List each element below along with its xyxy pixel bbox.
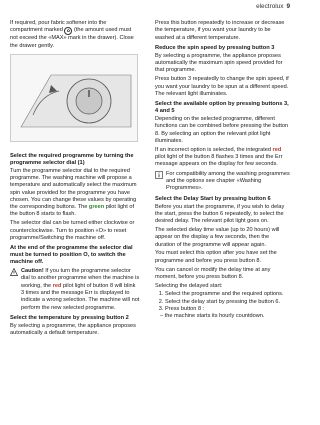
temperature-paragraph: By selecting a programme, the appliance proposes automatically a default temperature. <box>10 322 136 337</box>
info-note-text: For compatibility among the washing programmes and the options see chapter «Washing Programmes». <box>166 170 290 192</box>
page-header <box>256 3 290 10</box>
options-paragraph-2: If an incorrect option is selected, the integrated red pilot light of the button 8 flashes 3 times and the Err message appears on the display for few seconds. <box>155 146 283 168</box>
heading-select-programme: Select the required programme by turning the programme selector dial (1) <box>10 152 134 166</box>
delay-paragraph-4: You can cancel or modify the delay time at any moment, before you press button 8. <box>155 266 271 280</box>
heading-end-of-programme: At the end of the programme the selector dial must be turned to position O, to switch the machine off. <box>10 245 133 266</box>
caution-text: Caution! If you turn the programme selector dial to another programme when the machine is working, the red pilot light of button 8 will blink 3 times and the message Err is displayed to indicate a wrong selection. The machine will not perform the new selected programme. <box>21 268 140 311</box>
heading-options: Select the available option by pressing buttons 3, 4 and 5 <box>155 101 289 115</box>
programme-dial-illustration <box>10 54 138 142</box>
options-paragraph-1: Depending on the selected programme, different functions can be combined before pressing the button 8. By selecting an option the relevant pilot light illuminates. <box>155 116 289 145</box>
delay-paragraph-2: The selected delay time value (up to 20 hours) will appear on the display a few seconds, then the duration of the programme will appear again. <box>155 227 280 248</box>
programme-paragraph: Turn the programme selector dial to the required programme. The washing machine will propose a temperature and automatically select the maximum spin value provided for the programme you have chosen. You can change these values by operating the corresponding buttons. The green pilot light of the button 8 starts to flash. <box>10 167 137 218</box>
selector-dial-paragraph: The selector dial can be turned either clockwise or counterclockwise. Turn to position «O» to reset programme/Switching the machine off. <box>10 220 135 241</box>
brand-name: electrolux <box>256 3 284 10</box>
delay-paragraph-1: Before you start the programme, if you wish to delay the start, press the button 6 repeatedly, to select the desired delay. The relevant pilot light goes on. <box>155 203 285 225</box>
spin-paragraph-1: By selecting a programme, the appliance proposes automatically the maximum spin speed provided for that programme. <box>155 52 283 74</box>
heading-temperature: Select the temperature by pressing button 2 <box>10 314 129 321</box>
warning-icon <box>10 268 18 276</box>
delay-steps-list <box>155 291 290 313</box>
list-item: 3. Press button 8 : <box>165 306 290 313</box>
temperature-continued: Press this button repeatedly to increase or decrease the temperature, if you want your laundry to be washed at a different temperature. <box>155 20 285 41</box>
spin-paragraph-2: Press button 3 repeatedly to change the spin speed, if you want your laundry to be spun at a different speed. The relevant light illuminates. <box>155 76 289 97</box>
page-number: 9 <box>286 3 290 10</box>
delay-paragraph-5: Selecting the delayed start: <box>155 282 223 289</box>
softener-compartment-icon: ✿ <box>64 27 72 35</box>
left-column <box>10 20 140 339</box>
caution-note <box>10 268 140 312</box>
list-item: 2. Select the delay start by pressing the button 6. <box>165 299 290 306</box>
countdown-note: – the machine starts its hourly countdown. <box>160 313 265 320</box>
intro-text: If required, pour fabric softener into the compartment marked ✿ (the amount used must not exceed the «MAX» mark in the drawer). Close the drawer gently. <box>10 20 134 49</box>
delay-paragraph-3: You must select this option after you have set the programme and before you press button 8. <box>155 250 277 264</box>
heading-delay-start: Select the Delay Start by pressing button 6 <box>155 195 271 202</box>
right-column <box>155 20 290 321</box>
list-item: 1. Select the programme and the required options. <box>165 291 290 298</box>
info-icon <box>155 171 163 179</box>
heading-spin-speed: Reduce the spin speed by pressing button 3 <box>155 44 275 51</box>
info-note <box>155 171 290 193</box>
